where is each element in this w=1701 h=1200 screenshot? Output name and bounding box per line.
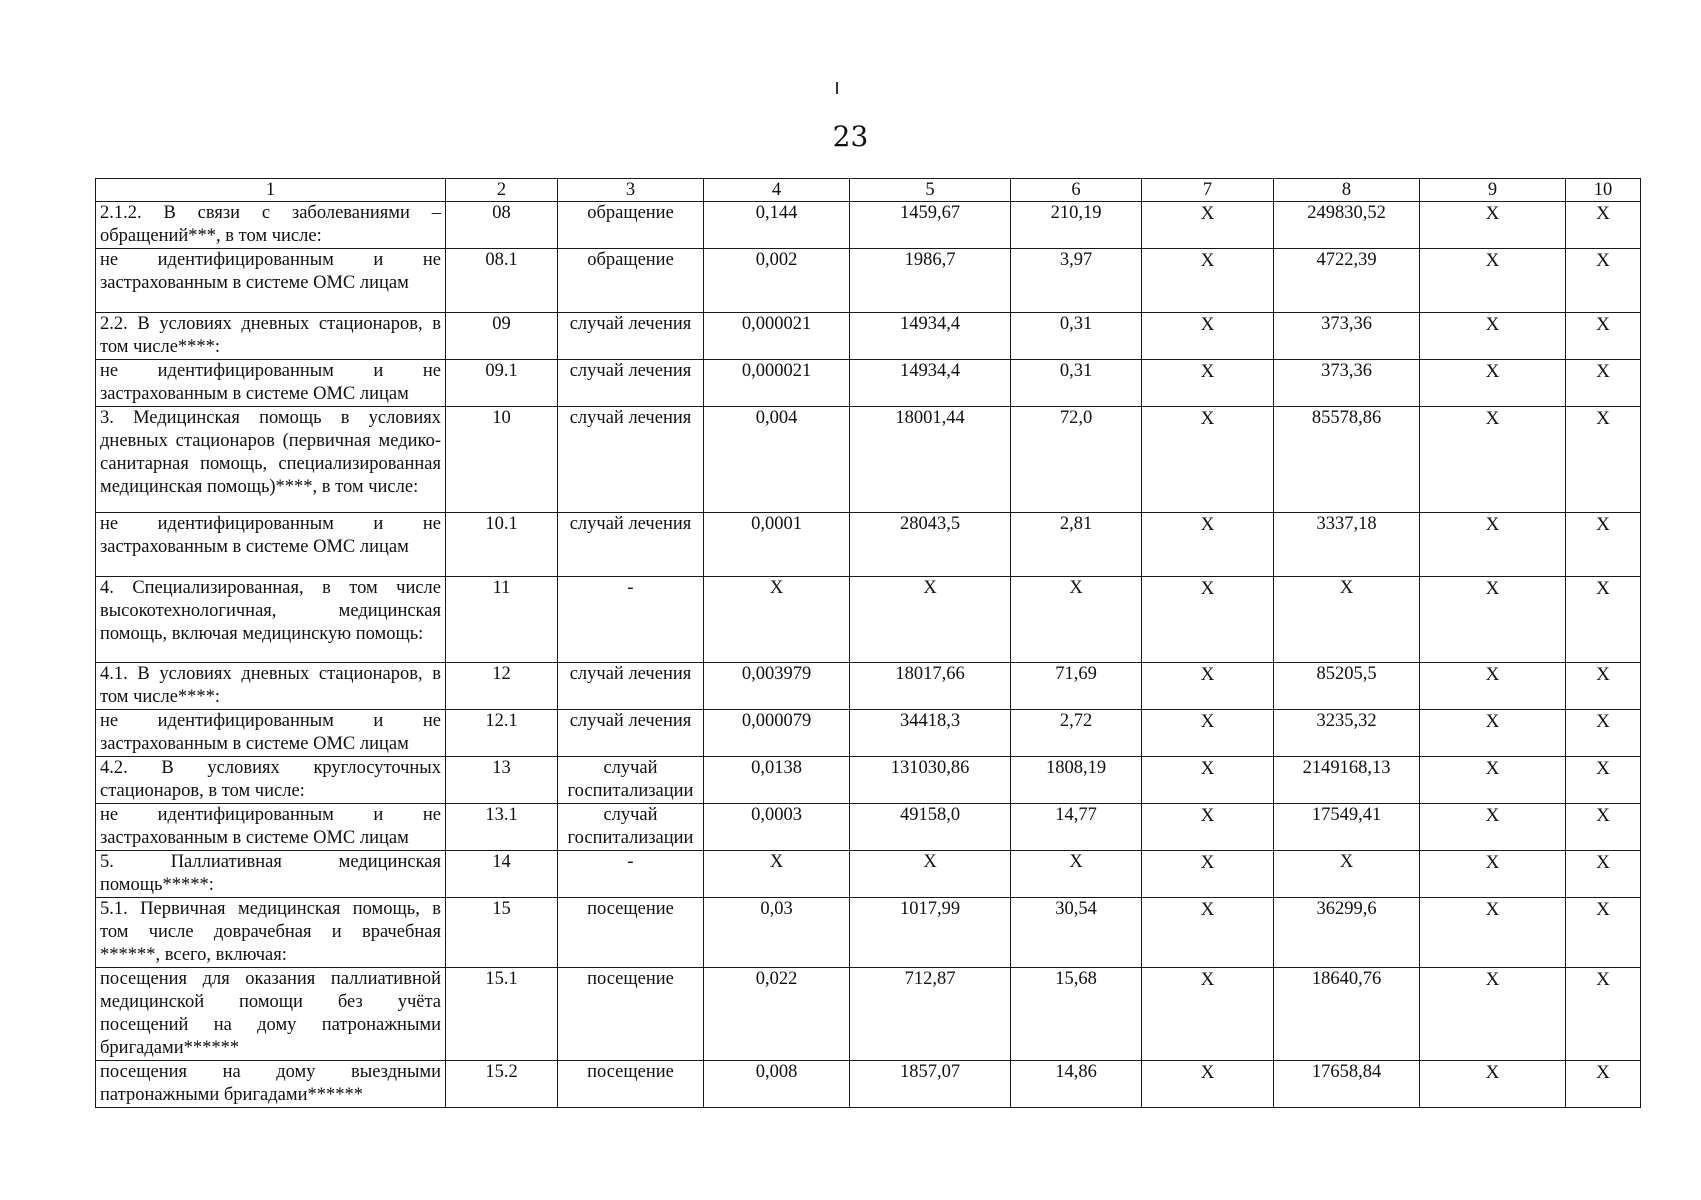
value-cell: 0,000021 [704, 313, 850, 360]
unit-cell: обращение [558, 249, 704, 313]
x-mark-cell: X [1420, 360, 1566, 407]
row-description: посещения для оказания паллиативной медицинской помощи без учёта посещений на дому патронажными бригадами****** [96, 968, 446, 1061]
row-code: 13 [446, 757, 558, 804]
value-cell: 373,36 [1274, 360, 1420, 407]
row-code: 15 [446, 898, 558, 968]
table-row [96, 360, 1641, 407]
table-row [96, 202, 1641, 249]
value-cell: 1986,7 [850, 249, 1011, 313]
row-code: 12 [446, 663, 558, 710]
x-mark-cell: X [1142, 968, 1274, 1061]
value-cell: 3337,18 [1274, 513, 1420, 577]
x-mark-cell: X [1566, 851, 1641, 898]
x-mark-cell: X [1142, 757, 1274, 804]
row-code: 10 [446, 407, 558, 513]
value-cell: 0,004 [704, 407, 850, 513]
row-code: 09 [446, 313, 558, 360]
table-row [96, 577, 1641, 663]
value-cell: 0,008 [704, 1061, 850, 1108]
unit-cell: посещение [558, 898, 704, 968]
x-mark-cell: X [1566, 898, 1641, 968]
row-code: 11 [446, 577, 558, 663]
x-mark-cell: X [1142, 898, 1274, 968]
x-mark-cell: X [1420, 710, 1566, 757]
value-cell: 0,0001 [704, 513, 850, 577]
row-code: 15.1 [446, 968, 558, 1061]
unit-cell: - [558, 577, 704, 663]
unit-cell: случай госпитализации [558, 757, 704, 804]
row-description: посещения на дому выездными патронажными бригадами****** [96, 1061, 446, 1108]
x-mark-cell: X [1566, 513, 1641, 577]
row-description: 2.1.2. В связи с заболеваниями – обращений***, в том числе: [96, 202, 446, 249]
unit-cell: случай лечения [558, 313, 704, 360]
value-cell: 72,0 [1011, 407, 1142, 513]
value-cell: 2,81 [1011, 513, 1142, 577]
value-cell: 0,000021 [704, 360, 850, 407]
x-mark-cell: X [1420, 851, 1566, 898]
value-cell: 18017,66 [850, 663, 1011, 710]
value-cell: 30,54 [1011, 898, 1142, 968]
x-mark-cell: X [1566, 1061, 1641, 1108]
x-mark-cell: X [1566, 577, 1641, 663]
unit-cell: обращение [558, 202, 704, 249]
x-mark-cell: X [1566, 360, 1641, 407]
unit-cell: случай лечения [558, 360, 704, 407]
row-description: не идентифицированным и не застрахованным в системе ОМС лицам [96, 513, 446, 577]
value-cell: 0,31 [1011, 360, 1142, 407]
unit-cell: посещение [558, 968, 704, 1061]
value-cell: 0,0003 [704, 804, 850, 851]
value-cell: 210,19 [1011, 202, 1142, 249]
table-row [96, 804, 1641, 851]
row-description: 2.2. В условиях дневных стационаров, в том числе****: [96, 313, 446, 360]
table-row [96, 851, 1641, 898]
x-mark-cell: X [1142, 360, 1274, 407]
table-row [96, 313, 1641, 360]
value-cell: X [850, 851, 1011, 898]
x-mark-cell: X [1420, 968, 1566, 1061]
value-cell: 249830,52 [1274, 202, 1420, 249]
row-description: не идентифицированным и не застрахованным в системе ОМС лицам [96, 360, 446, 407]
x-mark-cell: X [1420, 757, 1566, 804]
value-cell: 1017,99 [850, 898, 1011, 968]
column-header: 8 [1274, 179, 1420, 202]
x-mark-cell: X [1142, 249, 1274, 313]
row-description: 4.2. В условиях круглосуточных стационаров, в том числе: [96, 757, 446, 804]
row-code: 08 [446, 202, 558, 249]
value-cell: 712,87 [850, 968, 1011, 1061]
x-mark-cell: X [1566, 202, 1641, 249]
value-cell: 14934,4 [850, 313, 1011, 360]
x-mark-cell: X [1420, 407, 1566, 513]
x-mark-cell: X [1142, 513, 1274, 577]
value-cell: 0,002 [704, 249, 850, 313]
table-row [96, 757, 1641, 804]
value-cell: X [1011, 851, 1142, 898]
x-mark-cell: X [1420, 513, 1566, 577]
x-mark-cell: X [1142, 851, 1274, 898]
column-header: 1 [96, 179, 446, 202]
x-mark-cell: X [1420, 202, 1566, 249]
column-header: 10 [1566, 179, 1641, 202]
value-cell: 14,86 [1011, 1061, 1142, 1108]
row-description: 3. Медицинская помощь в условиях дневных стационаров (первичная медико-санитарная помощь, специализированная медицинская помощь)****, в том числе: [96, 407, 446, 513]
row-description: 5. Паллиативная медицинская помощь*****: [96, 851, 446, 898]
x-mark-cell: X [1142, 202, 1274, 249]
value-cell: 1808,19 [1011, 757, 1142, 804]
column-header: 2 [446, 179, 558, 202]
table-row [96, 407, 1641, 513]
value-cell: 373,36 [1274, 313, 1420, 360]
table-row [96, 898, 1641, 968]
value-cell: 2,72 [1011, 710, 1142, 757]
x-mark-cell: X [1566, 710, 1641, 757]
table-row [96, 249, 1641, 313]
value-cell: 131030,86 [850, 757, 1011, 804]
value-cell: 18001,44 [850, 407, 1011, 513]
value-cell: 49158,0 [850, 804, 1011, 851]
x-mark-cell: X [1420, 249, 1566, 313]
unit-cell: случай лечения [558, 407, 704, 513]
x-mark-cell: X [1420, 577, 1566, 663]
table-header-row [96, 179, 1641, 202]
value-cell: 0,0138 [704, 757, 850, 804]
value-cell: 14934,4 [850, 360, 1011, 407]
scan-mark [836, 82, 838, 94]
value-cell: 18640,76 [1274, 968, 1420, 1061]
data-table [95, 178, 1641, 1108]
x-mark-cell: X [1566, 804, 1641, 851]
value-cell: 71,69 [1011, 663, 1142, 710]
x-mark-cell: X [1566, 663, 1641, 710]
row-code: 15.2 [446, 1061, 558, 1108]
value-cell: X [704, 577, 850, 663]
x-mark-cell: X [1566, 407, 1641, 513]
unit-cell: случай госпитализации [558, 804, 704, 851]
value-cell: 4722,39 [1274, 249, 1420, 313]
x-mark-cell: X [1420, 313, 1566, 360]
row-code: 09.1 [446, 360, 558, 407]
value-cell: 0,003979 [704, 663, 850, 710]
x-mark-cell: X [1142, 577, 1274, 663]
value-cell: 34418,3 [850, 710, 1011, 757]
row-code: 14 [446, 851, 558, 898]
value-cell: 0,144 [704, 202, 850, 249]
x-mark-cell: X [1566, 968, 1641, 1061]
column-header: 6 [1011, 179, 1142, 202]
unit-cell: посещение [558, 1061, 704, 1108]
value-cell: 3235,32 [1274, 710, 1420, 757]
table-row [96, 968, 1641, 1061]
x-mark-cell: X [1566, 249, 1641, 313]
value-cell: X [850, 577, 1011, 663]
row-code: 12.1 [446, 710, 558, 757]
value-cell: 1857,07 [850, 1061, 1011, 1108]
value-cell: 85578,86 [1274, 407, 1420, 513]
value-cell: X [1011, 577, 1142, 663]
column-header: 7 [1142, 179, 1274, 202]
x-mark-cell: X [1420, 1061, 1566, 1108]
table-row [96, 513, 1641, 577]
value-cell: 17658,84 [1274, 1061, 1420, 1108]
x-mark-cell: X [1142, 313, 1274, 360]
value-cell: 0,03 [704, 898, 850, 968]
row-description: 5.1. Первичная медицинская помощь, в том числе доврачебная и врачебная ******, всего, включая: [96, 898, 446, 968]
column-header: 4 [704, 179, 850, 202]
column-header: 3 [558, 179, 704, 202]
x-mark-cell: X [1142, 407, 1274, 513]
table-row [96, 1061, 1641, 1108]
value-cell: 15,68 [1011, 968, 1142, 1061]
x-mark-cell: X [1142, 710, 1274, 757]
column-header: 9 [1420, 179, 1566, 202]
page-number: 23 [832, 120, 869, 153]
unit-cell: случай лечения [558, 710, 704, 757]
value-cell: 17549,41 [1274, 804, 1420, 851]
value-cell: 0,022 [704, 968, 850, 1061]
row-description: не идентифицированным и не застрахованным в системе ОМС лицам [96, 804, 446, 851]
x-mark-cell: X [1142, 1061, 1274, 1108]
value-cell: 1459,67 [850, 202, 1011, 249]
table-row [96, 710, 1641, 757]
value-cell: 28043,5 [850, 513, 1011, 577]
unit-cell: случай лечения [558, 513, 704, 577]
value-cell: 85205,5 [1274, 663, 1420, 710]
row-description: 4. Специализированная, в том числе высокотехнологичная, медицинская помощь, включая медицинскую помощь: [96, 577, 446, 663]
table-row [96, 663, 1641, 710]
column-header: 5 [850, 179, 1011, 202]
row-description: не идентифицированным и не застрахованным в системе ОМС лицам [96, 710, 446, 757]
value-cell: 14,77 [1011, 804, 1142, 851]
value-cell: 2149168,13 [1274, 757, 1420, 804]
row-code: 13.1 [446, 804, 558, 851]
x-mark-cell: X [1566, 313, 1641, 360]
value-cell: 36299,6 [1274, 898, 1420, 968]
value-cell: X [704, 851, 850, 898]
row-description: не идентифицированным и не застрахованным в системе ОМС лицам [96, 249, 446, 313]
row-code: 08.1 [446, 249, 558, 313]
value-cell: X [1274, 577, 1420, 663]
x-mark-cell: X [1142, 663, 1274, 710]
row-description: 4.1. В условиях дневных стационаров, в том числе****: [96, 663, 446, 710]
x-mark-cell: X [1420, 898, 1566, 968]
unit-cell: - [558, 851, 704, 898]
unit-cell: случай лечения [558, 663, 704, 710]
x-mark-cell: X [1420, 804, 1566, 851]
x-mark-cell: X [1420, 663, 1566, 710]
x-mark-cell: X [1142, 804, 1274, 851]
x-mark-cell: X [1566, 757, 1641, 804]
value-cell: 0,000079 [704, 710, 850, 757]
value-cell: X [1274, 851, 1420, 898]
value-cell: 3,97 [1011, 249, 1142, 313]
row-code: 10.1 [446, 513, 558, 577]
value-cell: 0,31 [1011, 313, 1142, 360]
